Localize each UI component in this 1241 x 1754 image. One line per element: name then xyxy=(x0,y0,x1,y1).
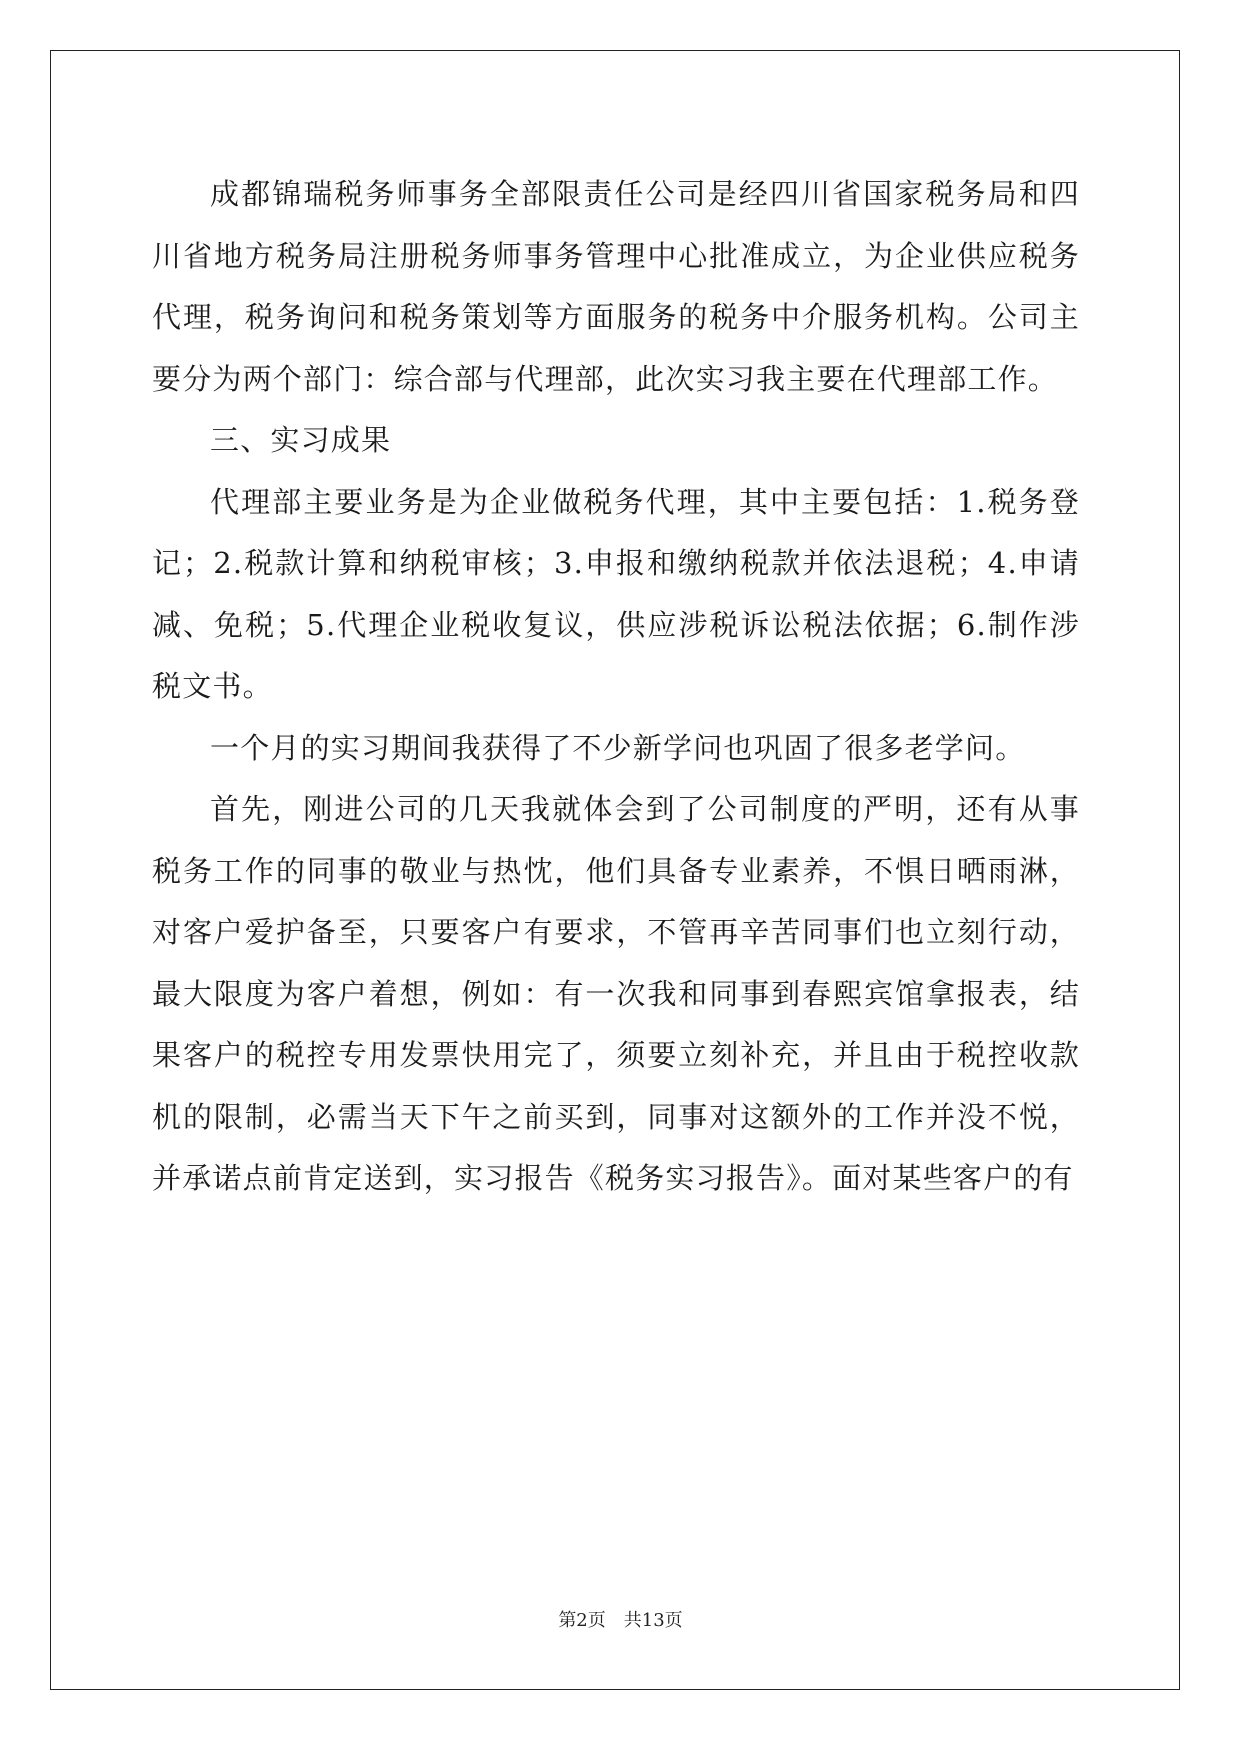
section-heading: 三、实习成果 xyxy=(210,423,392,457)
paragraph-internship-summary: 一个月的实习期间我获得了不少新学问也巩固了很多老学问。 xyxy=(210,730,1026,765)
page-number-footer: 第2页 共13页 xyxy=(558,1610,683,1631)
document-body xyxy=(152,164,1080,1210)
paragraph-company-intro: 成都锦瑞税务师事务全部限责任公司是经四川省国家税务局和四川省地方税务局注册税务师事务管理中心批准成立，为企业供应税务代理，税务询问和税务策划等方面服务的税务中介服务机构。公司主要分为两个部门：综合部与代理部，此次实习我主要在代理部工作。 xyxy=(152,177,1080,396)
paragraph-firstly: 首先，刚进公司的几天我就体会到了公司制度的严明，还有从事税务工作的同事的敬业与热忱，他们具备专业素养，不惧日晒雨淋，对客户爱护备至，只要客户有要求，不管再辛苦同事们也立刻行动，最大限度为客户着想，例如：有一次我和同事到春熙宾馆拿报表，结果客户的税控专用发票快用完了，须要立刻补充，并且由于税控收款机的限制，必需当天下午之前买到，同事对这额外的工作并没不悦，并承诺点前肯定送到，实习报告《税务实习报告》。面对某些客户的有 xyxy=(152,792,1080,1195)
paragraph-agency-business: 代理部主要业务是为企业做税务代理，其中主要包括：1.税务登记；2.税款计算和纳税审核；3.申报和缴纳税款并依法退税；4.申请减、免税；5.代理企业税收复议，供应涉税诉讼税法依据；6.制作涉税文书。 xyxy=(152,484,1080,703)
